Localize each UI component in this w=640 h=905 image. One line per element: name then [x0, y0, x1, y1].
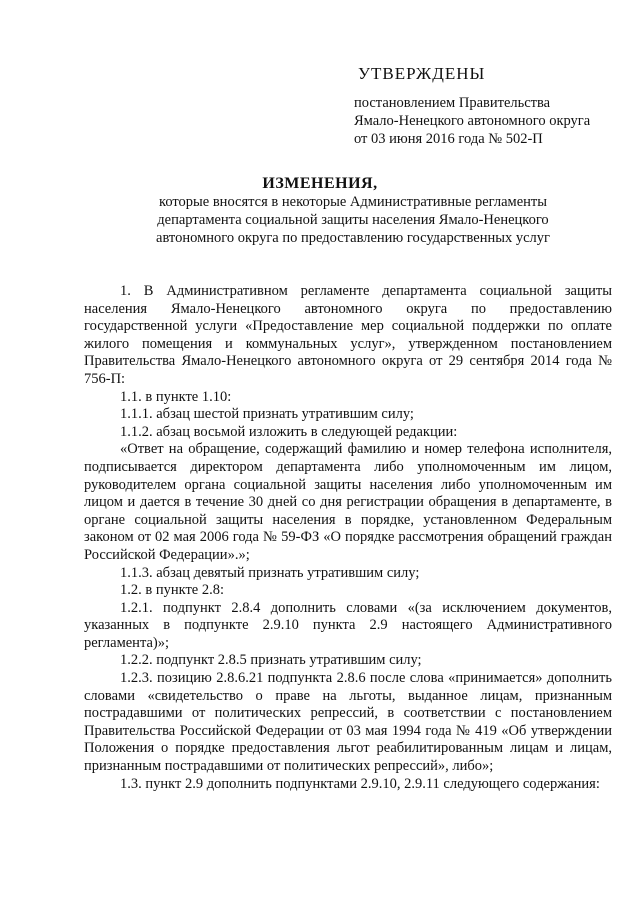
approval-line: Ямало-Ненецкого автономного округа: [354, 113, 591, 129]
paragraph-1-1-1: 1.1.1. абзац шестой признать утратившим силу;: [120, 406, 414, 423]
paragraph-1-2: 1.2. в пункте 2.8:: [120, 582, 225, 599]
paragraph-1-2-1: 1.2.1. подпункт 2.8.4 дополнить словами «(за исключением документов, указанных в подпункте 2.9.10 пункта 2.9 настоящего Административного регламента)»;: [84, 599, 612, 651]
paragraph-1-3: 1.3. пункт 2.9 дополнить подпунктами 2.9.10, 2.9.11 следующего содержания:: [120, 775, 600, 792]
paragraph-1-1-3: 1.1.3. абзац девятый признать утратившим силу;: [120, 564, 420, 581]
paragraph-quote: «Ответ на обращение, содержащий фамилию и номер телефона исполнителя, подписывается директором департамента либо уполномоченным им лицом, руководителем органа социальной защиты населения либо уполномоченным им лицом и дается в течение 30 дней со дня регистрации обращения в департаменте, в органе социальной защиты населения в порядке, установленном Федеральным законом от 02 мая 2006 года № 59-ФЗ «О порядке рассмотрения обращений граждан Российской Федерации».»;: [84, 441, 612, 563]
paragraph-1-2-3: 1.2.3. позицию 2.8.6.21 подпункта 2.8.6 после слова «принимается» дополнить словами «свидетельство о праве на льготы, выданное лицам, признанным пострадавшими от политических репрессий, в соответствии с постановлением Правительства Российской Федерации от 03 мая 1994 года № 419 «Об утверждении Положения о порядке предоставления льгот реабилитированным лицам и лицам, признанным пострадавшими от политических репрессий», либо»;: [84, 670, 612, 775]
subtitle-line: департамента социальной защиты населения Ямало-Ненецкого: [157, 212, 549, 228]
approval-line: от 03 июня 2016 года № 502-П: [354, 131, 543, 147]
subtitle-line: которые вносятся в некоторые Административные регламенты: [159, 194, 547, 210]
paragraph-1: 1. В Административном регламенте департамента социальной защиты населения Ямало-Ненецкого автономного округа по предоставлению государственной услуги «Предоставление мер социальной поддержки по оплате жилого помещения и коммунальных услуг», утвержденном постановлением Правительства Ямало-Ненецкого автономного округа от 29 сентября 2014 года № 756-П:: [84, 283, 612, 387]
approval-line: постановлением Правительства: [354, 95, 551, 111]
document-body: [84, 283, 612, 793]
approval-heading: УТВЕРЖДЕНЫ: [358, 64, 486, 83]
paragraph-1-2-2: 1.2.2. подпункт 2.8.5 признать утратившим силу;: [120, 652, 422, 669]
paragraph-1-1: 1.1. в пункте 1.10:: [120, 388, 232, 405]
approval-details: [354, 94, 590, 148]
paragraph-1-1-2: 1.1.2. абзац восьмой изложить в следующей редакции:: [120, 423, 458, 440]
subtitle-line: автономного округа по предоставлению государственных услуг: [156, 230, 550, 246]
document-title: ИЗМЕНЕНИЯ,: [262, 175, 378, 192]
document-subtitle: [0, 193, 640, 247]
